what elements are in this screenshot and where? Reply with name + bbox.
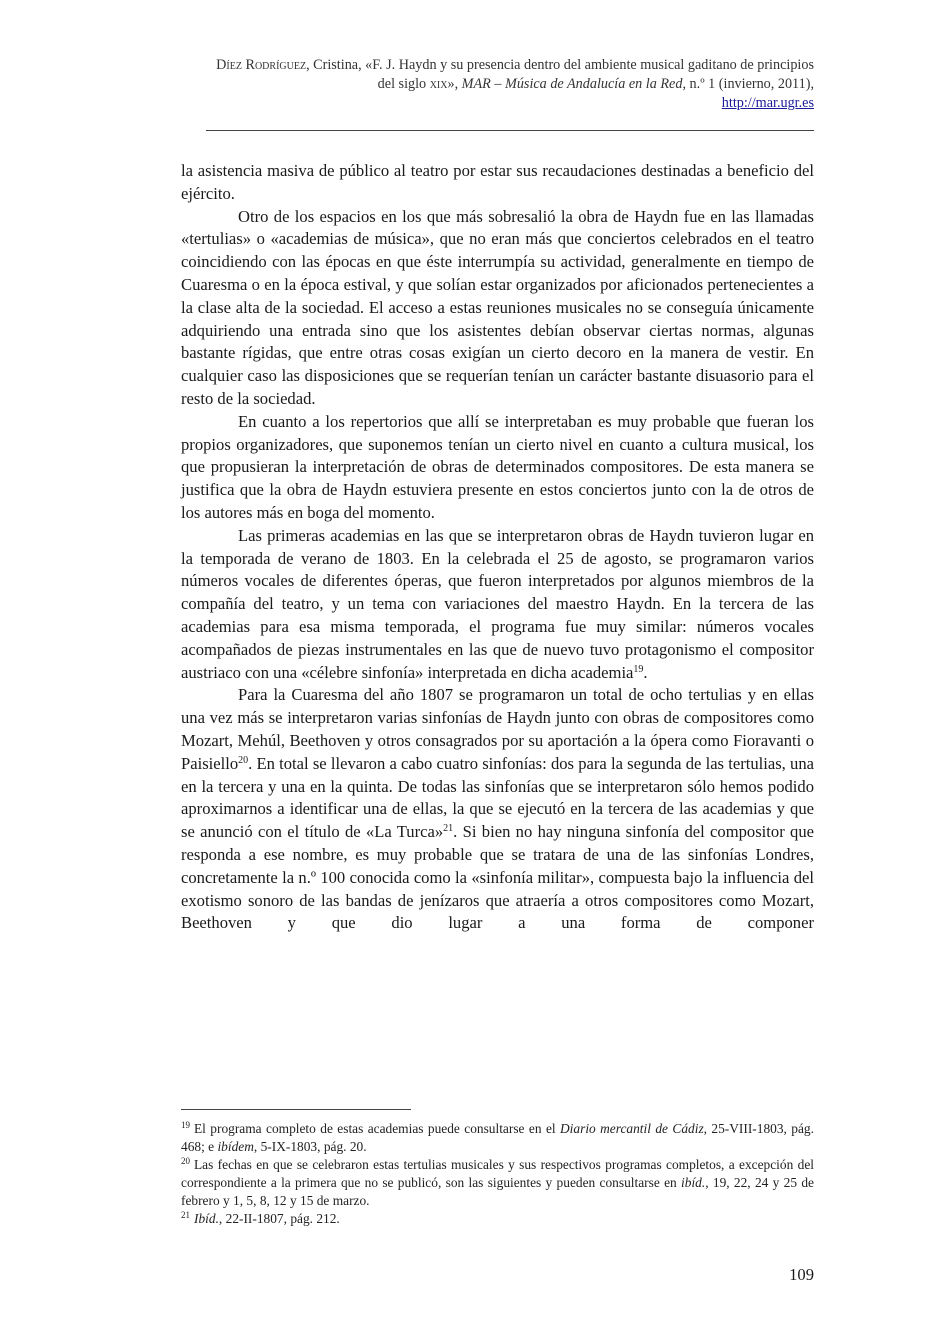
header-issue: , n.º 1 (invierno, 2011), xyxy=(682,76,814,92)
header-author-surname: Díez Rodríguez xyxy=(216,57,307,73)
header-journal-title: MAR – Música de Andalucía en la Red xyxy=(461,76,683,92)
paragraph-5-text-b: . En total se llevaron a cabo cuatro sinfonías: dos para la segunda de las tertulias, una en la tercera y una en la quinta. De todas las sinfonías que se interpretaron sólo hemos podido aproximarnos a identificar una de ellas, la que se ejecutó en la tercera de las academias y que se anunció con el título de «La Turca» xyxy=(181,753,814,842)
footnote-text: El programa completo de estas academias puede consultarse en el xyxy=(194,1121,561,1136)
main-text xyxy=(181,160,814,935)
footnotes xyxy=(181,1120,814,1228)
paragraph-5-text-c: . Si bien no hay ninguna sinfonía del compositor que responda a ese nombre, es muy probable que se tratara de una de las sinfonías Londres, concretamente la n.º 100 conocida como la «sinfonía militar», compuesta bajo la influencia del exotismo sonoro de las bandas de jenízaros que atraería a otros compositores como Mozart, Beethoven y que dio lugar a una forma de componer xyxy=(181,822,814,933)
footnote-19 xyxy=(181,1120,814,1156)
header-century: xix xyxy=(429,76,448,92)
paragraph-4 xyxy=(181,525,814,685)
page-number: 109 xyxy=(789,1265,814,1284)
footnote-text: , 5-IX-1803, pág. 20. xyxy=(253,1139,367,1154)
footnote-ibidem: ibídem xyxy=(217,1139,254,1154)
paragraph-3: En cuanto a los repertorios que allí se interpretaban es muy probable que fueran los propios organizadores, que suponemos tenían un cierto nivel en cuanto a cultura musical, los que propusieran la interpretación de obras de determinados compositores. De esta manera se justifica que la obra de Haydn estuviera presente en estos conciertos junto con la de otros de los autores más en boga del momento. xyxy=(181,411,814,522)
footnote-ibid: Ibíd. xyxy=(194,1211,219,1226)
header-citation-close: », xyxy=(447,76,462,92)
footnote-ref-20[interactable]: 20 xyxy=(238,754,249,766)
footnote-ref-21[interactable]: 21 xyxy=(443,823,454,835)
footnote-21 xyxy=(181,1210,814,1228)
footnote-text: , 22-II-1807, pág. 212. xyxy=(218,1211,340,1226)
paragraph-2: Otro de los espacios en los que más sobresalió la obra de Haydn fue en las llamadas «tertulias» o «academias de música», que no eran más que conciertos celebrados en el teatro coincidiendo con las épocas en que éste interrumpía su actividad, generalmente en tiempo de Cuaresma o en la época estival, y que solían estar organizados por aficionados pertenecientes a la clase alta de la sociedad. El acceso a estas reuniones musicales no se conseguía únicamente adquiriendo una entrada sino que los asistentes debían observar ciertas normas, algunas bastante rígidas, que entre otras cosas exigían un cierto decoro en la manera de vestir. En cualquier caso las disposiciones que se requerían tenían un carácter bastante disuasorio para el resto de la sociedad. xyxy=(181,206,814,408)
footnote-text: , 25-VIII-1803, pág. 468; e xyxy=(181,1121,814,1154)
paragraph-4-text: Las primeras academias en las que se interpretaron obras de Haydn tuvieron lugar en la temporada de verano de 1803. En la celebrada el 25 de agosto, se programaron varios números vocales de diferentes óperas, que fueron interpretados por algunos miembros de la compañía del teatro, y un tema con variaciones del maestro Haydn. En la tercera de las academias para esa misma temporada, el programa fue muy similar: números vocales acompañados de piezas instrumentales en las que de nuevo tuvo protagonismo el compositor austriaco con una «célebre sinfonía» interpretada en dicha academia xyxy=(181,525,814,682)
footnote-ref-19[interactable]: 19 xyxy=(633,663,644,675)
header-citation: , Cristina, «F. J. Haydn y su presencia dentro del ambiente musical gaditano de principios del siglo xyxy=(306,57,814,92)
footnote-ibid: ibíd. xyxy=(681,1175,706,1190)
paragraph-4-end: . xyxy=(643,662,648,682)
footnote-number: 19 xyxy=(181,1120,190,1130)
footnote-text: Las fechas en que se celebraron estas tertulias musicales y sus respectivos programas completos, a excepción del correspondiente a la primera que no se publicó, son las siguientes y pueden consultarse en xyxy=(181,1157,814,1190)
paragraph-1: la asistencia masiva de público al teatro por estar sus recaudaciones destinadas a beneficio del ejército. xyxy=(181,161,814,203)
footnote-number: 21 xyxy=(181,1210,190,1220)
running-header xyxy=(206,56,814,113)
paragraph-5 xyxy=(181,684,814,935)
header-journal-link[interactable]: http://mar.ugr.es xyxy=(721,95,814,111)
footnote-text: , 19, 22, 24 y 25 de febrero y 1, 5, 8, 12 y 15 de marzo. xyxy=(181,1175,814,1208)
footnote-divider xyxy=(181,1109,411,1110)
footnote-number: 20 xyxy=(181,1156,190,1166)
footnote-20 xyxy=(181,1156,814,1210)
footnote-source-title: Diario mercantil de Cádiz xyxy=(560,1121,704,1136)
header-divider xyxy=(206,130,814,131)
paragraph-5-text-a: Para la Cuaresma del año 1807 se programaron un total de ocho tertulias y en ellas una vez más se interpretaron varias sinfonías de Haydn junto con obras de compositores como Mozart, Mehúl, Beethoven y otros consagrados por su aportación a la ópera como Fioravanti o Paisiello xyxy=(181,685,814,773)
